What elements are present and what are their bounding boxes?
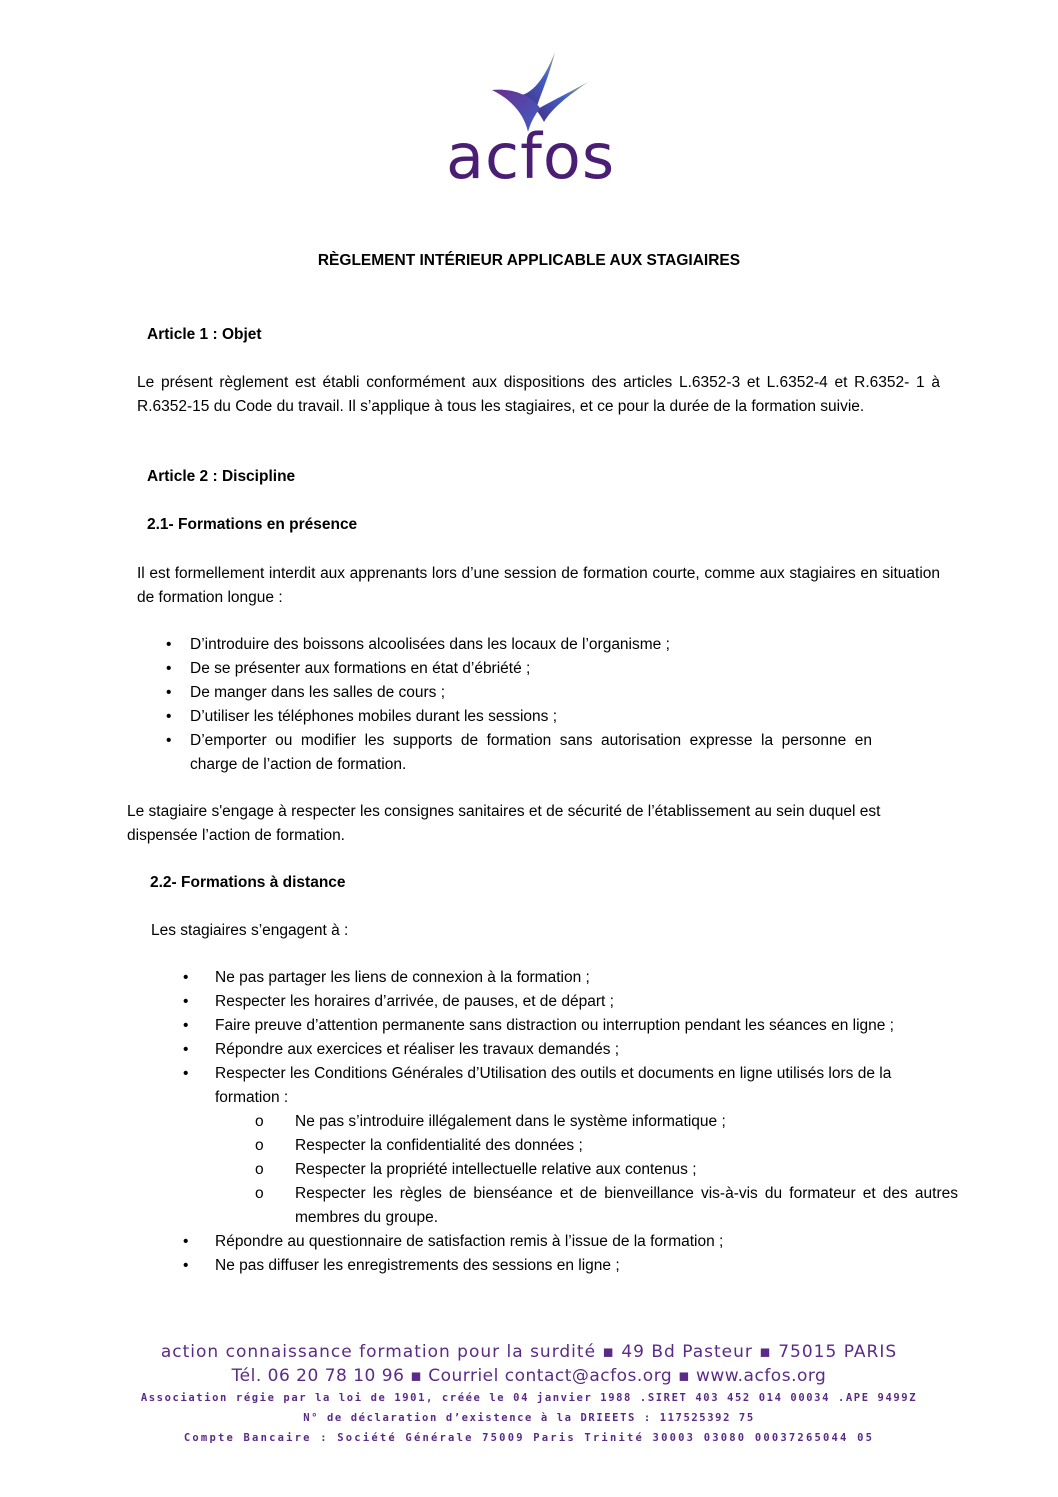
page-title: RÈGLEMENT INTÉRIEUR APPLICABLE AUX STAGIAIRES: [317, 252, 741, 269]
bullet-icon: •: [183, 1041, 189, 1058]
list-item: • D’introduire des boissons alcoolisées dans les locaux de l’organisme ;: [166, 633, 872, 657]
list-item: • Ne pas diffuser les enregistrements des sessions en ligne ;: [183, 1254, 958, 1278]
bullet-icon: •: [166, 660, 172, 677]
list-item: • Ne pas partager les liens de connexion à la formation ;: [183, 966, 958, 990]
article-1-heading: Article 1 : Objet: [147, 326, 262, 343]
section-2-2-heading: 2.2- Formations à distance: [150, 874, 346, 891]
list-item: • Répondre aux exercices et réaliser les travaux demandés ;: [183, 1038, 958, 1062]
list-item: • De se présenter aux formations en état d’ébriété ;: [166, 657, 872, 681]
list-2-2: [183, 966, 958, 1278]
footer-declaration: N° de déclaration d’existence à la DRIEETS : 117525392 75: [303, 1412, 755, 1424]
footer-bank: Compte Bancaire : Société Générale 75009 Paris Trinité 30003 03080 00037265044 05: [183, 1432, 875, 1444]
footer-address: action connaissance formation pour la surdité ▪ 49 Bd Pasteur ▪ 75015 PARIS: [160, 1342, 898, 1362]
logo-wordmark: acfos: [446, 120, 616, 193]
section-2-1-intro: Il est formellement interdit aux apprenants lors d’une session de formation courte, comme aux stagiaires en situation de formation longue :: [137, 565, 940, 606]
section-2-2-intro: Les stagiaires s’engagent à :: [151, 922, 349, 939]
bullet-icon: •: [183, 969, 189, 986]
section-2-1-after: Le stagiaire s'engage à respecter les consignes sanitaires et de sécurité de l’établissement au sein duquel est dispensée l’action de formation.: [127, 803, 881, 844]
section-2-1-heading: 2.1- Formations en présence: [147, 516, 358, 533]
list-item: • D’utiliser les téléphones mobiles durant les sessions ;: [166, 705, 872, 729]
bullet-icon: •: [166, 684, 172, 701]
circle-bullet-icon: o: [255, 1137, 264, 1154]
list-item: • De manger dans les salles de cours ;: [166, 681, 872, 705]
bullet-icon: •: [183, 1017, 189, 1034]
footer-contact: Tél. 06 20 78 10 96 ▪ Courriel contact@acfos.org ▪ www.acfos.org: [231, 1366, 827, 1386]
list-item: • D’emporter ou modifier les supports de formation sans autorisation expresse la personne en charge de l’action de formation.: [166, 729, 872, 777]
sub-list-item: o Respecter la propriété intellectuelle relative aux contenus ;: [255, 1158, 958, 1182]
list-item: • Faire preuve d’attention permanente sans distraction ou interruption pendant les séances en ligne ;: [183, 1014, 958, 1038]
list-item: • Respecter les horaires d’arrivée, de pauses, et de départ ;: [183, 990, 958, 1014]
bullet-icon: •: [166, 636, 172, 653]
sub-list-item: o Ne pas s’introduire illégalement dans le système informatique ;: [255, 1110, 958, 1134]
circle-bullet-icon: o: [255, 1161, 264, 1178]
bullet-icon: •: [183, 1257, 189, 1274]
footer-association-info: Association régie par la loi de 1901, créée le 04 janvier 1988 .SIRET 403 452 014 00034 .APE 9499Z: [140, 1392, 918, 1404]
article-1-text: Le présent règlement est établi conformément aux dispositions des articles L.6352-3 et L.6352-4 et R.6352- 1 à R.6352-15 du Code du travail. Il s’applique à tous les stagiaires, et ce pour la durée de la formation suivie.: [137, 374, 940, 415]
bullet-icon: •: [166, 732, 172, 749]
bullet-icon: •: [183, 1065, 189, 1082]
bullet-icon: •: [183, 1233, 189, 1250]
sub-list-item: o Respecter les règles de bienséance et de bienveillance vis-à-vis du formateur et des autres membres du groupe.: [255, 1182, 958, 1230]
bullet-icon: •: [166, 708, 172, 725]
bullet-icon: •: [183, 993, 189, 1010]
circle-bullet-icon: o: [255, 1113, 264, 1130]
circle-bullet-icon: o: [255, 1185, 264, 1202]
article-2-heading: Article 2 : Discipline: [147, 468, 296, 485]
sub-list: [215, 1110, 958, 1230]
sub-list-item: o Respecter la confidentialité des données ;: [255, 1134, 958, 1158]
list-2-1: [166, 633, 872, 777]
list-item: • Respecter les Conditions Générales d’Utilisation des outils et documents en ligne utilisés lors de la formation : o Ne pas s’introduire illégalement dans le système informatique ; o Respecter la confidentialité des données ; o Respecter la propriété intellectuelle relative aux contenus ; o Respecter les règles de bienséance et de bienveillance vis-à-vis du formateur et des autres membres du groupe.: [183, 1062, 958, 1230]
list-item: • Répondre au questionnaire de satisfaction remis à l’issue de la formation ;: [183, 1230, 958, 1254]
